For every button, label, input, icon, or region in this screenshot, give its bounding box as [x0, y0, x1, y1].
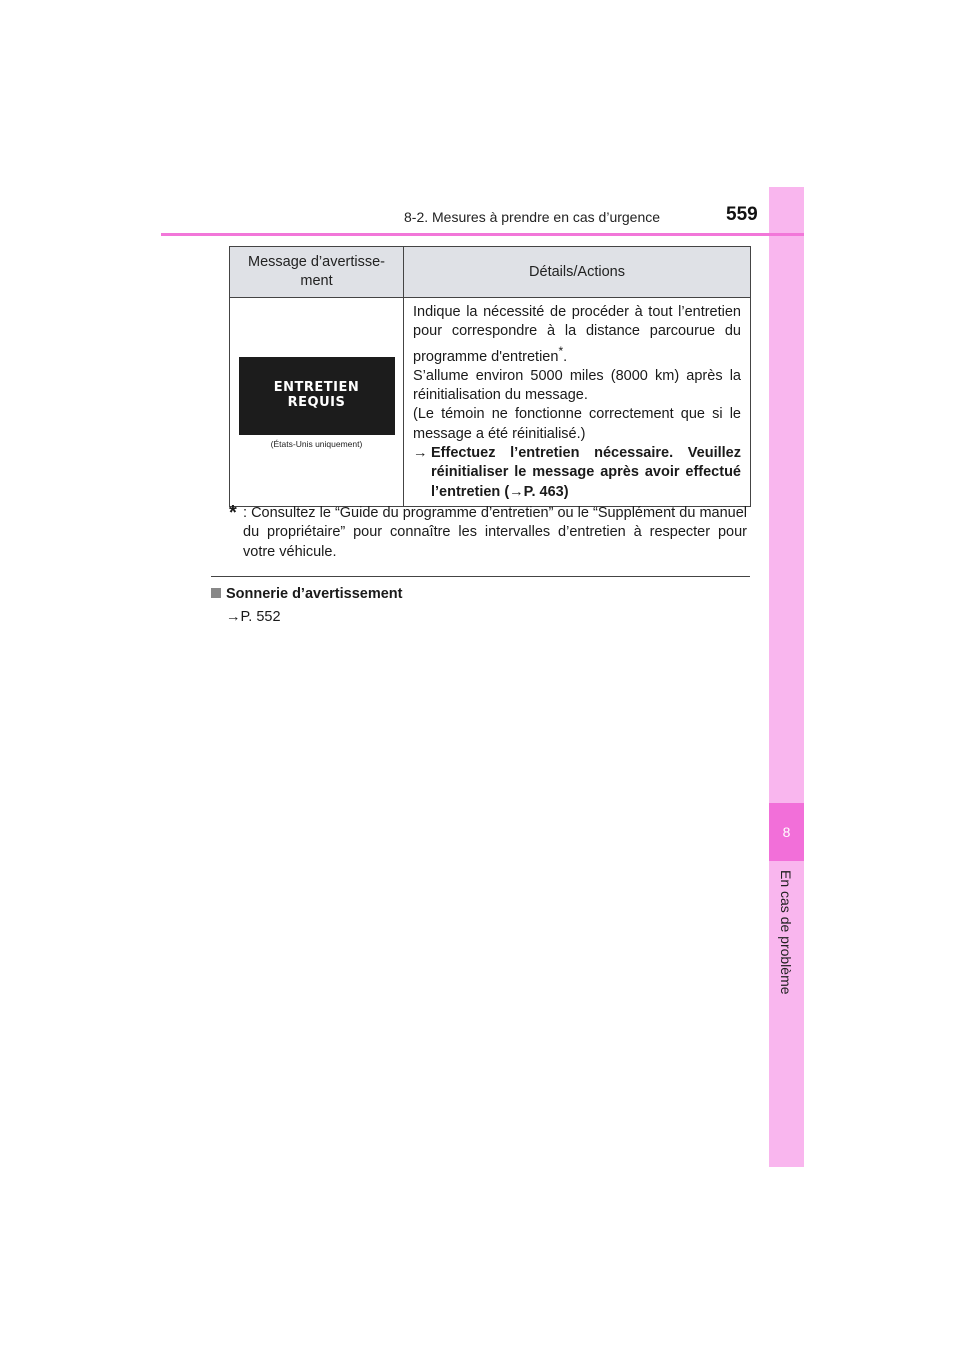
details-cell — [404, 298, 751, 507]
footnote-star: * — [229, 502, 237, 524]
action-text: Effectuez l’entretien nécessaire. Veuillez réinitialiser le message après avoir effectué l’entretien (→P. 463) — [431, 444, 741, 500]
details-paragraph-2: S’allume environ 5000 miles (8000 km) après la réinitialisation du message. — [413, 367, 741, 404]
maintenance-required-display — [239, 357, 395, 435]
details-paragraph-3: (Le témoin ne fonctionne correctement que si le message a été réinitialisé.) — [413, 406, 741, 442]
chapter-title-vertical — [778, 870, 796, 1010]
details-paragraph-1 — [413, 303, 741, 367]
chapter-title: En cas de problème — [778, 870, 794, 995]
table-header-row — [230, 247, 751, 298]
square-bullet-icon — [211, 588, 221, 598]
section-title: 8-2. Mesures à prendre en cas d’urgence — [404, 209, 661, 225]
region-note: (États-Unis uniquement) — [270, 439, 363, 449]
details-line-1-end: . — [563, 348, 568, 365]
page-reference: →P. 552 — [226, 609, 281, 625]
action-instruction — [413, 444, 741, 502]
section-heading-text: Sonnerie d’avertissement — [226, 586, 403, 602]
footnote-text: : Consultez le “Guide du programme d’entretien” ou le “Supplément du manuel du propriétaire” pour connaître les intervalles d’entretien à respecter pour votre véhicule. — [243, 505, 747, 560]
details-line-1: Indique la nécessité de procéder à tout l’entretien pour correspondre à la distance parcourue du programme d'entretien — [413, 304, 741, 365]
warning-message-table — [229, 246, 751, 507]
chapter-number: 8 — [769, 803, 804, 861]
page-number: 559 — [726, 204, 758, 225]
header-rule — [161, 233, 804, 236]
footnote — [229, 504, 747, 562]
footnote-mark: * — [558, 343, 564, 358]
section-divider — [211, 576, 750, 577]
display-message-line2: REQUIS — [287, 395, 346, 410]
table-row — [230, 298, 751, 507]
side-chapter-tab — [769, 187, 804, 1167]
column-header-details: Détails/Actions — [404, 247, 751, 298]
column-header-message: Message d’avertisse-ment — [230, 247, 404, 298]
section-heading — [211, 586, 403, 602]
message-display-cell — [230, 298, 404, 507]
arrow-icon: → — [413, 444, 428, 461]
display-message-line1: ENTRETIEN — [273, 380, 360, 395]
